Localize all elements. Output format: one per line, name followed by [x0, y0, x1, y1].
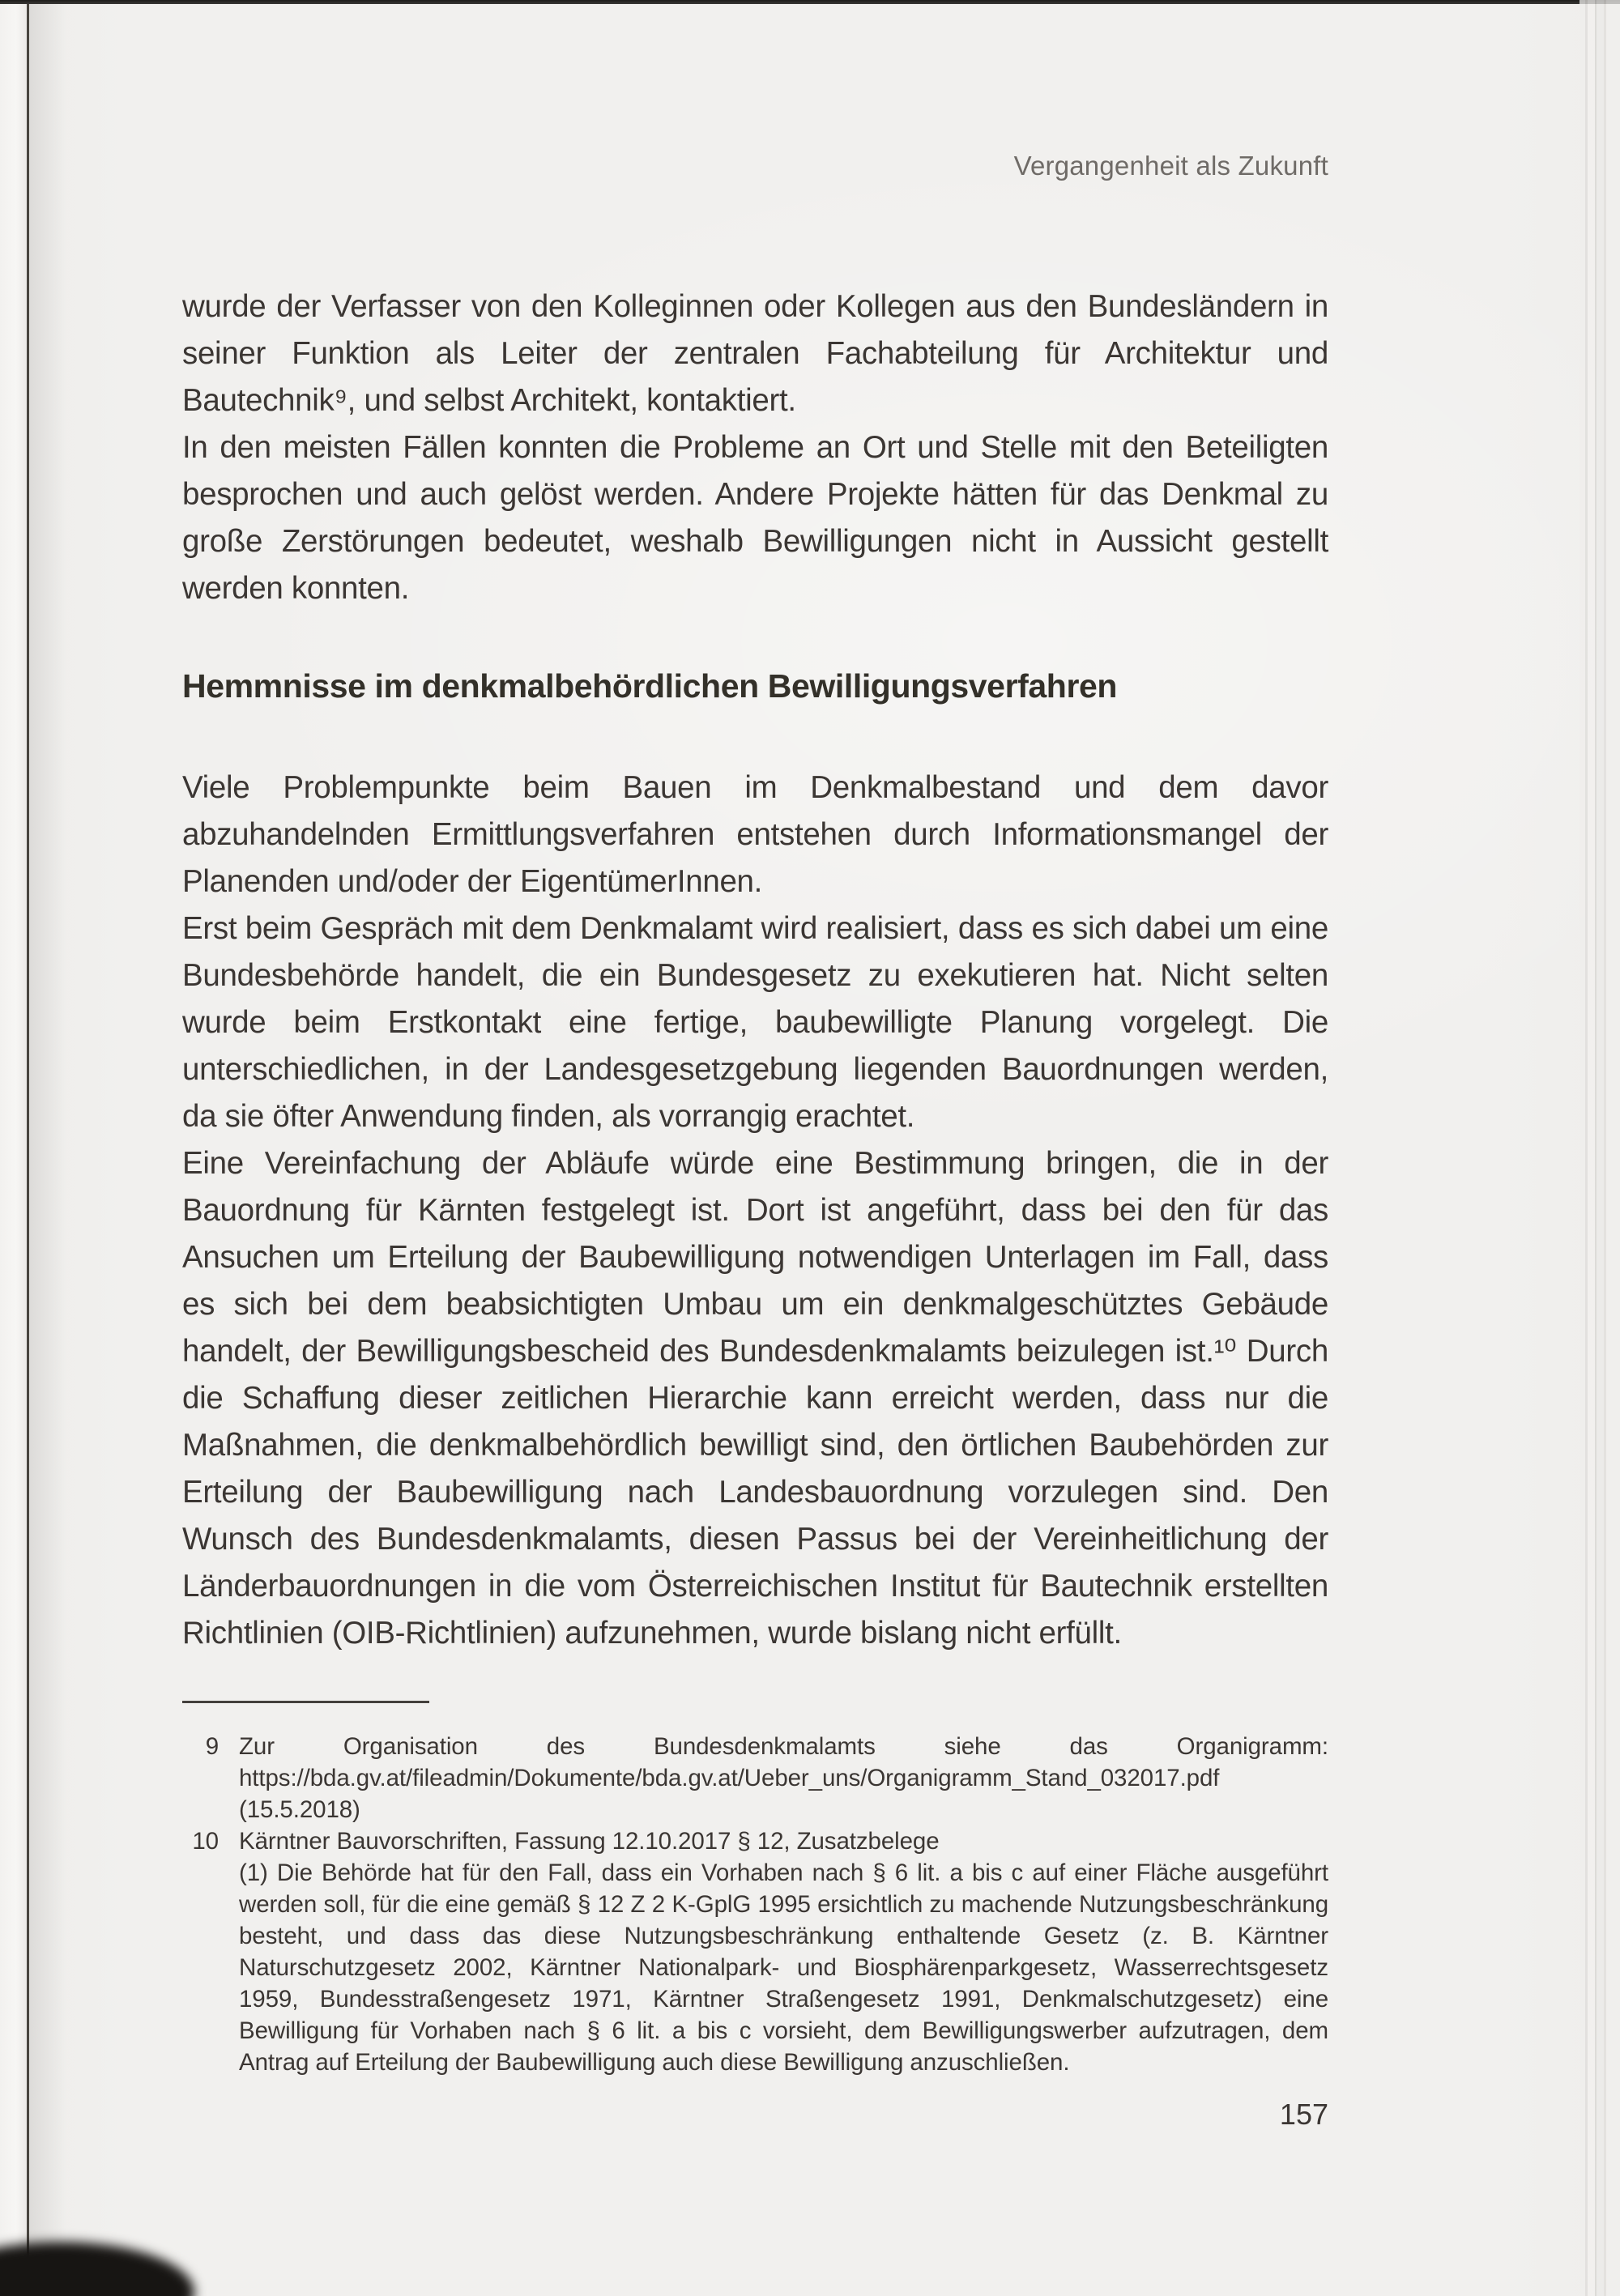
binding-gutter-line: [27, 0, 29, 2296]
footnote-number: 10: [192, 1828, 219, 1855]
footnote-line: (1) Die Behörde hat für den Fall, dass ein Vorhaben nach § 6 lit. a bis c auf einer Fläche ausgeführt werden soll, für die eine gemäß § 12 Z 2 K-GplG 1995 ersichtlich zu machende Nutzungsbeschränkung besteht, und dass das diese Nutzungsbeschränkung enthaltende Gesetz (z. B. Kärntner Naturschutzgesetz 2002, Kärntner Nationalpark- und Biosphärenparkgesetz, Wasserrechtsgesetz 1959, Bundesstraßengesetz 1971, Kärntner Straßengesetz 1991, Denkmalschutzgesetz) eine Bewilligung für Vorhaben nach § 6 lit. a bis c vorsieht, dem Bewilligungswerber aufzutragen, dem Antrag auf Erteilung der Baubewilligung auch diese Bewilligung anzuschließen.: [239, 1859, 1328, 2076]
paragraph: Viele Problempunkte beim Bauen im Denkmalbestand und dem davor abzuhandelnden Ermittlungsverfahren entstehen durch Informationsmangel der Planenden und/oder der EigentümerInnen.: [182, 770, 1328, 899]
footnote-text: [239, 1825, 1328, 2078]
paragraph: Erst beim Gespräch mit dem Denkmalamt wird realisiert, dass es sich dabei um eine Bundesbehörde handelt, die ein Bundesgesetz zu exekutieren hat. Nicht selten wurde beim Erstkontakt eine fertige, baubewilligte Planung vorgelegt. Die unterschiedlichen, in der Landesgesetzgebung liegenden Bauordnungen werden, da sie öfter Anwendung finden, als vorrangig erachtet.: [182, 911, 1328, 1134]
footnote-line: Kärntner Bauvorschriften, Fassung 12.10.2017 § 12, Zusatzbelege: [239, 1828, 940, 1855]
paragraph: In den meisten Fällen konnten die Probleme an Ort und Stelle mit den Beteiligten besprochen und auch gelöst werden. Andere Projekte hätten für das Denkmal zu große Zerstörungen bedeutet, weshalb Bewilligungen nicht in Aussicht gestellt werden konnten.: [182, 430, 1328, 606]
footnote-area: [182, 1701, 1328, 2078]
body-text-column: [182, 283, 1328, 1657]
paragraph: wurde der Verfasser von den Kolleginnen oder Kollegen aus den Bundesländern in seiner Funktion als Leiter der zentralen Fachabteilung für Architektur und Bautechnik⁹, und selbst Architekt, kontaktiert.: [182, 289, 1328, 418]
footnote-line: Zur Organisation des Bundesdenkmalamts siehe das Organigramm: https://bda.gv.at/fileadmin/Dokumente/bda.gv.at/Ueber_uns/Organigramm_Stand_032017.pdf (15.5.2018): [239, 1733, 1328, 1823]
page-number: 157: [1279, 2098, 1328, 2131]
footnote-text: [239, 1731, 1328, 1825]
footnote-item: [182, 1825, 1328, 2078]
footnote-separator-rule: [182, 1701, 429, 1703]
paragraph: Eine Vereinfachung der Abläufe würde eine Bestimmung bringen, die in der Bauordnung für Kärnten festgelegt ist. Dort ist angeführt, dass bei den für das Ansuchen um Erteilung der Baubewilligung notwendigen Unterlagen im Fall, dass es sich bei dem beabsichtigten Umbau um ein denkmalgeschütztes Gebäude handelt, der Bewilligungsbescheid des Bundesdenkmalamts beizulegen ist.¹⁰ Durch die Schaffung dieser zeitlichen Hierarchie kann erreicht werden, dass nur die Maßnahmen, die denkmalbehördlich bewilligt sind, den örtlichen Baubehörden zur Erteilung der Baubewilligung nach Landesbauordnung vorzulegen sind. Den Wunsch des Bundesdenkmalamts, diesen Passus bei der Vereinheitlichung der Länderbauordnungen in die vom Österreichischen Institut für Bautechnik erstellten Richtlinien (OIB-Richtlinien) aufzunehmen, wurde bislang nicht erfüllt.: [182, 1146, 1328, 1651]
facing-page-edge: [0, 0, 27, 2296]
gutter-shadow: [29, 0, 66, 2296]
page-edge-streaks: [1580, 0, 1620, 2296]
binding-bottom-shadow: [0, 2242, 194, 2296]
running-header: Vergangenheit als Zukunft: [1013, 151, 1328, 181]
footnote-number: 9: [205, 1733, 219, 1760]
footnote-gap: [219, 1825, 239, 2078]
scan-top-edge: [0, 0, 1620, 4]
footnote-item: [182, 1731, 1328, 1825]
section-heading: Hemmnisse im denkmalbehördlichen Bewilligungsverfahren: [182, 667, 1118, 705]
footnote-gap: [219, 1731, 239, 1825]
